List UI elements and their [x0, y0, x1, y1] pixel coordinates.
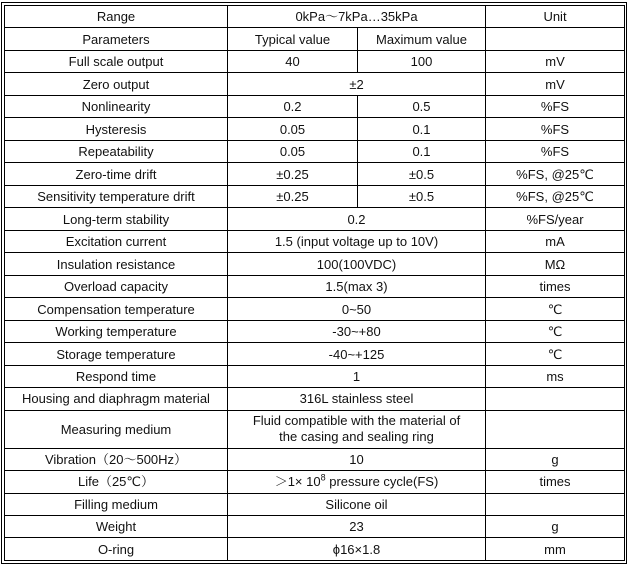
table-row — [5, 320, 625, 342]
spec-table-container — [4, 5, 624, 561]
maximum-value: 0.1 — [358, 118, 486, 140]
unit-cell: %FS, @25℃ — [486, 163, 625, 185]
specification-table — [4, 5, 625, 561]
param-name: Full scale output — [5, 50, 228, 72]
param-name: Excitation current — [5, 230, 228, 252]
maximum-value: 0.5 — [358, 95, 486, 117]
unit-cell: %FS — [486, 118, 625, 140]
merged-value: 0.2 — [228, 208, 486, 230]
param-name: Vibration（20～500Hz） — [5, 448, 228, 470]
merged-value: 10 — [228, 448, 486, 470]
unit-cell — [486, 410, 625, 448]
param-name: Weight — [5, 515, 228, 537]
unit-cell: ℃ — [486, 298, 625, 320]
merged-value: ±2 — [228, 73, 486, 95]
life-value-suffix: pressure cycle(FS) — [325, 474, 439, 490]
unit-cell: %FS — [486, 95, 625, 117]
table-row — [5, 448, 625, 470]
typical-value: 0.2 — [228, 95, 358, 117]
unit-cell: times — [486, 471, 625, 493]
unit-cell — [486, 388, 625, 410]
merged-value: 100(100VDC) — [228, 253, 486, 275]
unit-cell: %FS — [486, 140, 625, 162]
maximum-value-header: Maximum value — [358, 28, 486, 50]
table-row — [5, 388, 625, 410]
param-name: Long-term stability — [5, 208, 228, 230]
table-row — [5, 50, 625, 72]
maximum-value: 0.1 — [358, 140, 486, 162]
param-name: Hysteresis — [5, 118, 228, 140]
unit-cell — [486, 493, 625, 515]
unit-cell: ms — [486, 365, 625, 387]
merged-value — [228, 471, 486, 493]
table-row — [5, 95, 625, 117]
param-name: Insulation resistance — [5, 253, 228, 275]
merged-value: 23 — [228, 515, 486, 537]
table-row — [5, 185, 625, 207]
table-row — [5, 471, 625, 493]
param-name: Storage temperature — [5, 343, 228, 365]
table-row — [5, 253, 625, 275]
param-name: Repeatability — [5, 140, 228, 162]
table-row — [5, 118, 625, 140]
table-row — [5, 275, 625, 297]
unit-cell: ℃ — [486, 320, 625, 342]
typical-value: ±0.25 — [228, 163, 358, 185]
life-value-prefix: ＞1× 10 — [274, 474, 321, 490]
param-name: Zero output — [5, 73, 228, 95]
unit-header: Unit — [486, 6, 625, 28]
param-name: Zero-time drift — [5, 163, 228, 185]
merged-value: Silicone oil — [228, 493, 486, 515]
unit-cell: mV — [486, 50, 625, 72]
merged-value: 316L stainless steel — [228, 388, 486, 410]
param-name: Measuring medium — [5, 410, 228, 448]
param-name: Respond time — [5, 365, 228, 387]
param-name: Working temperature — [5, 320, 228, 342]
merged-value: 1 — [228, 365, 486, 387]
unit-cell: mm — [486, 538, 625, 561]
merged-value: ϕ16×1.8 — [228, 538, 486, 561]
range-value: 0kPa〜7kPa…35kPa — [228, 6, 486, 28]
merged-value: Fluid compatible with the material of the casing and sealing ring — [228, 410, 486, 448]
table-row — [5, 515, 625, 537]
unit-cell: times — [486, 275, 625, 297]
table-row-header — [5, 28, 625, 50]
unit-cell: %FS, @25℃ — [486, 185, 625, 207]
typical-value: 0.05 — [228, 118, 358, 140]
param-name: Nonlinearity — [5, 95, 228, 117]
table-row — [5, 343, 625, 365]
table-row — [5, 493, 625, 515]
maximum-value: ±0.5 — [358, 163, 486, 185]
table-row — [5, 365, 625, 387]
typical-value: 0.05 — [228, 140, 358, 162]
param-name: Compensation temperature — [5, 298, 228, 320]
table-row — [5, 140, 625, 162]
table-row-range — [5, 6, 625, 28]
table-row — [5, 230, 625, 252]
parameters-header: Parameters — [5, 28, 228, 50]
merged-value: -40~+125 — [228, 343, 486, 365]
merged-value: 0~50 — [228, 298, 486, 320]
merged-value: 1.5 (input voltage up to 10V) — [228, 230, 486, 252]
table-row — [5, 538, 625, 561]
merged-value: 1.5(max 3) — [228, 275, 486, 297]
unit-cell: MΩ — [486, 253, 625, 275]
typical-value: ±0.25 — [228, 185, 358, 207]
table-row — [5, 208, 625, 230]
unit-cell: g — [486, 515, 625, 537]
unit-cell: ℃ — [486, 343, 625, 365]
param-name: Life（25℃） — [5, 471, 228, 493]
unit-cell: mV — [486, 73, 625, 95]
table-row — [5, 410, 625, 448]
merged-value: -30~+80 — [228, 320, 486, 342]
param-name: Filling medium — [5, 493, 228, 515]
typical-value: 40 — [228, 50, 358, 72]
unit-cell: mA — [486, 230, 625, 252]
param-name: Housing and diaphragm material — [5, 388, 228, 410]
life-value-exponent: 8 — [320, 472, 326, 483]
typical-value-header: Typical value — [228, 28, 358, 50]
maximum-value: ±0.5 — [358, 185, 486, 207]
unit-cell: g — [486, 448, 625, 470]
spec-table-frame — [1, 2, 627, 564]
unit-header-empty — [486, 28, 625, 50]
param-name: Sensitivity temperature drift — [5, 185, 228, 207]
table-row — [5, 163, 625, 185]
param-name: Overload capacity — [5, 275, 228, 297]
unit-cell: %FS/year — [486, 208, 625, 230]
param-name: O-ring — [5, 538, 228, 561]
range-label: Range — [5, 6, 228, 28]
table-row — [5, 298, 625, 320]
maximum-value: 100 — [358, 50, 486, 72]
table-row — [5, 73, 625, 95]
